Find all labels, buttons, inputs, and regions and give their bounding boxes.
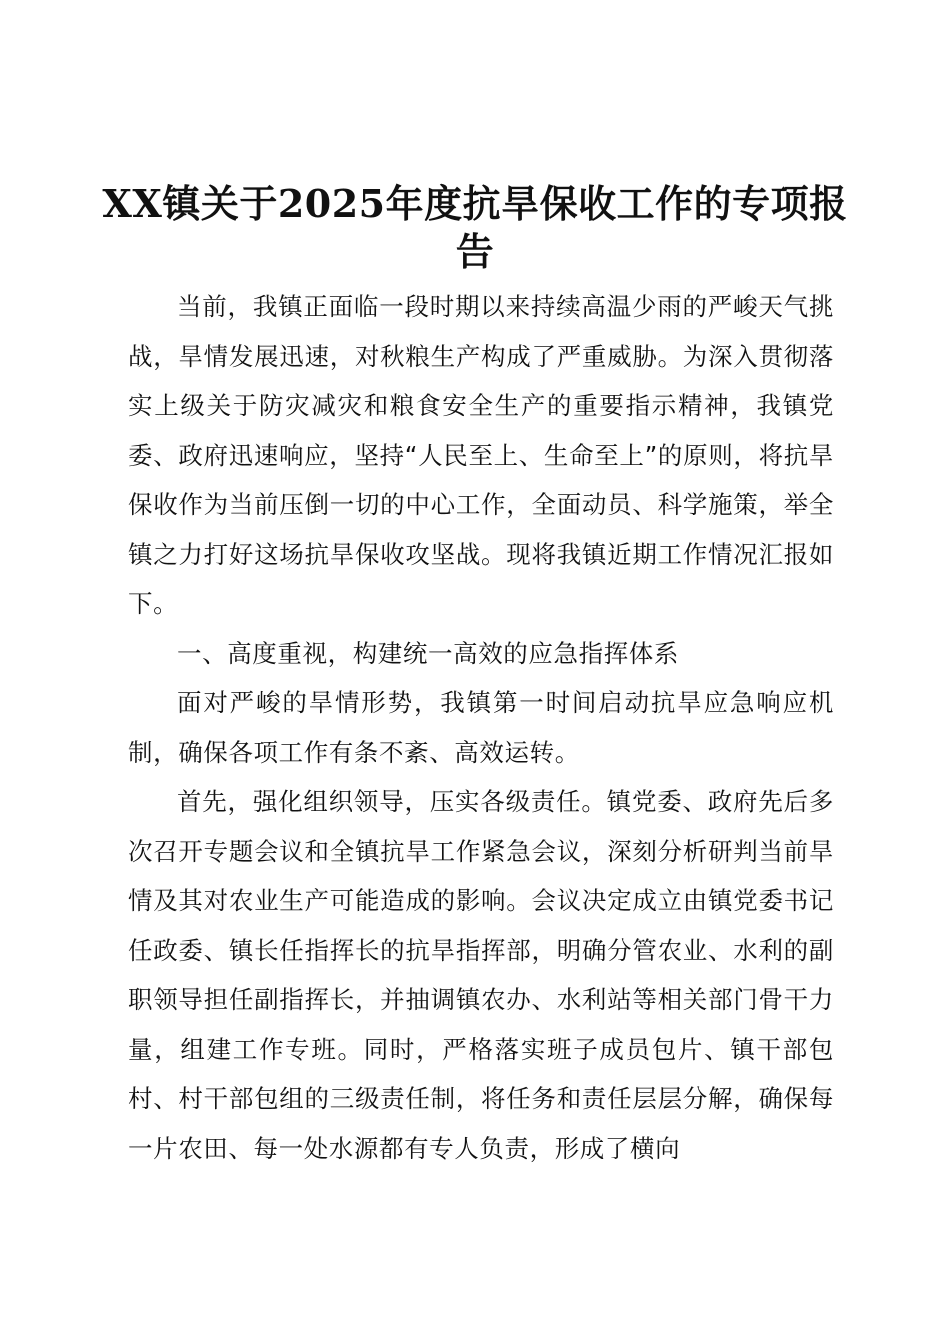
section-1-paragraph-2: 首先，强化组织领导，压实各级责任。镇党委、政府先后多次召开专题会议和全镇抗旱工作紧急会议，深刻分析研判当前旱情及其对农业生产可能造成的影响。会议决定成立由镇党委书记任政委、镇长任指挥长的抗旱指挥部，明确分管农业、水利的副职领导担任副指挥长，并抽调镇农办、水利站等相关部门骨干力量，组建工作专班。同时，严格落实班子成员包片、镇干部包村、村干部包组的三级责任制，将任务和责任层层分解，确保每一片农田、每一处水源都有专人负责，形成了横向 [128, 787, 834, 1163]
section-1-heading: 一、高度重视，构建统一高效的应急指挥体系 [177, 638, 679, 668]
document-body [128, 282, 834, 1173]
section-1-paragraph-1: 面对严峻的旱情形势，我镇第一时间启动抗旱应急响应机制，确保各项工作有条不紊、高效运转。 [128, 688, 834, 767]
intro-paragraph: 当前，我镇正面临一段时期以来持续高温少雨的严峻天气挑战，旱情发展迅速，对秋粮生产构成了严重威胁。为深入贯彻落实上级关于防灾减灾和粮食安全生产的重要指示精神，我镇党委、政府迅速响应，坚持“人民至上、生命至上”的原则，将抗旱保收作为当前压倒一切的中心工作，全面动员、科学施策，举全镇之力打好这场抗旱保收攻坚战。现将我镇近期工作情况汇报如下。 [128, 292, 834, 618]
document-title: XX镇关于2025年度抗旱保收工作的专项报告 [102, 181, 848, 274]
